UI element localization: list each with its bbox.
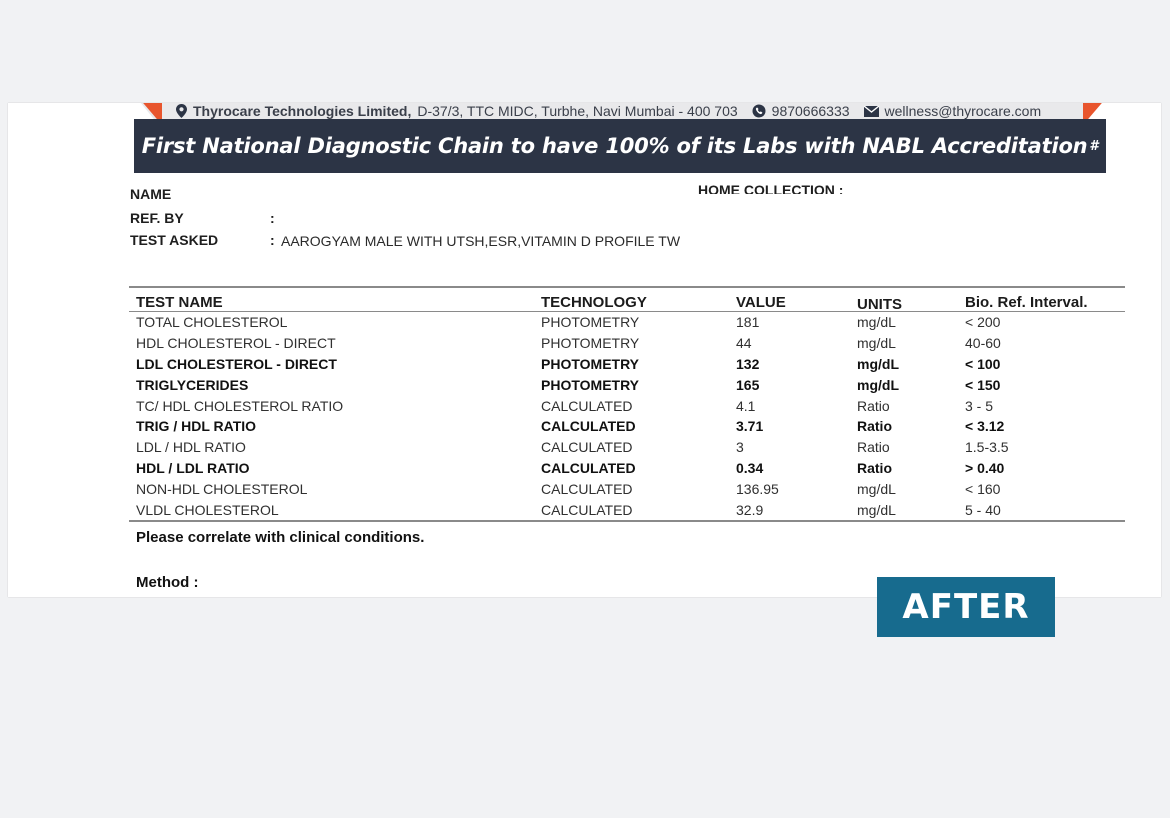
table-row: [129, 354, 1125, 375]
cell-technology: PHOTOMETRY: [541, 314, 640, 331]
address-line: [176, 103, 1086, 120]
cell-ref-interval: < 150: [965, 376, 1001, 393]
table-header: [129, 288, 1125, 312]
clinical-note: Please correlate with clinical conditions.: [136, 529, 425, 546]
table-row: [129, 374, 1125, 395]
lab-report-document: [8, 103, 1161, 597]
cell-units: mg/dL: [857, 335, 896, 352]
cell-test-name: TOTAL CHOLESTEROL: [136, 314, 288, 331]
table-row: [129, 437, 1125, 458]
home-collection-label: HOME COLLECTION :: [698, 182, 844, 194]
table-row: [129, 333, 1125, 354]
location-pin-icon: [176, 104, 187, 118]
after-badge: AFTER: [877, 577, 1055, 637]
cell-units: Ratio: [857, 397, 890, 414]
table-row: [129, 499, 1125, 520]
cell-units: mg/dL: [857, 314, 896, 331]
cell-technology: CALCULATED: [541, 439, 633, 456]
cell-ref-interval: 40-60: [965, 335, 1001, 352]
test-asked-label: TEST ASKED: [130, 232, 219, 248]
test-asked-value: AAROGYAM MALE WITH UTSH,ESR,VITAMIN D PROFILE TW: [281, 233, 681, 249]
cell-test-name: HDL CHOLESTEROL - DIRECT: [136, 335, 336, 352]
cell-value: 181: [736, 314, 760, 331]
whatsapp-phone-icon: [752, 104, 766, 118]
table-body: [129, 312, 1125, 520]
cell-test-name: HDL / LDL RATIO: [136, 459, 250, 476]
cell-ref-interval: < 200: [965, 314, 1001, 331]
cell-units: Ratio: [857, 459, 892, 476]
cell-value: 3: [736, 439, 744, 456]
cell-technology: CALCULATED: [541, 459, 636, 476]
header-ref-interval: Bio. Ref. Interval.: [965, 294, 1088, 311]
cell-value: 165: [736, 376, 760, 393]
cell-test-name: TRIGLYCERIDES: [136, 376, 249, 393]
cell-ref-interval: > 0.40: [965, 459, 1005, 476]
cell-technology: CALCULATED: [541, 397, 633, 414]
cell-test-name: LDL / HDL RATIO: [136, 439, 246, 456]
ref-by-colon: :: [270, 210, 275, 226]
lipid-profile-table: [129, 286, 1125, 522]
company-phone: 9870666333: [771, 103, 850, 119]
cell-value: 136.95: [736, 480, 779, 497]
banner-text: First National Diagnostic Chain to have 100% of its Labs with NABL Accreditation: [141, 134, 1088, 158]
method-label: Method :: [136, 574, 199, 591]
cell-units: mg/dL: [857, 501, 896, 518]
cell-ref-interval: < 160: [965, 480, 1001, 497]
cell-units: mg/dL: [857, 480, 896, 497]
cell-value: 132: [736, 355, 760, 372]
cell-ref-interval: 3 - 5: [965, 397, 994, 414]
cell-ref-interval: 1.5-3.5: [965, 439, 1009, 456]
nabl-accreditation-banner: [134, 119, 1106, 173]
cell-ref-interval: < 3.12: [965, 418, 1005, 435]
cell-technology: CALCULATED: [541, 501, 633, 518]
cell-technology: CALCULATED: [541, 480, 633, 497]
header-test-name: TEST NAME: [136, 294, 223, 311]
cell-value: 3.71: [736, 418, 764, 435]
cell-technology: CALCULATED: [541, 418, 636, 435]
cell-test-name: TRIG / HDL RATIO: [136, 418, 257, 435]
cell-test-name: VLDL CHOLESTEROL: [136, 501, 279, 518]
cell-units: mg/dL: [857, 376, 899, 393]
table-row: [129, 416, 1125, 437]
ref-by-label: REF. BY: [130, 210, 184, 226]
header-value: VALUE: [736, 294, 786, 311]
company-name: Thyrocare Technologies Limited,: [193, 103, 412, 119]
email-icon: [864, 106, 879, 117]
cell-test-name: LDL CHOLESTEROL - DIRECT: [136, 355, 337, 372]
table-row: [129, 395, 1125, 416]
table-row: [129, 458, 1125, 479]
cell-value: 4.1: [736, 397, 756, 414]
cell-value: 44: [736, 335, 752, 352]
table-row: [129, 478, 1125, 499]
cell-ref-interval: 5 - 40: [965, 501, 1001, 518]
header-units: UNITS: [857, 296, 902, 313]
cell-technology: PHOTOMETRY: [541, 376, 640, 393]
cell-ref-interval: < 100: [965, 355, 1001, 372]
table-row: [129, 312, 1125, 333]
cell-value: 32.9: [736, 501, 764, 518]
cell-units: Ratio: [857, 439, 890, 456]
cell-value: 0.34: [736, 459, 764, 476]
cell-test-name: NON-HDL CHOLESTEROL: [136, 480, 308, 497]
name-label: NAME: [130, 186, 172, 202]
company-address: D-37/3, TTC MIDC, Turbhe, Navi Mumbai - 400 703: [417, 103, 738, 119]
banner-mark: #: [1089, 138, 1099, 154]
cell-technology: PHOTOMETRY: [541, 355, 640, 372]
cell-technology: PHOTOMETRY: [541, 335, 640, 352]
cell-units: mg/dL: [857, 355, 899, 372]
cell-test-name: TC/ HDL CHOLESTEROL RATIO: [136, 397, 344, 414]
test-asked-colon: :: [270, 232, 275, 248]
company-email: wellness@thyrocare.com: [884, 103, 1042, 119]
header-technology: TECHNOLOGY: [541, 294, 647, 311]
cell-units: Ratio: [857, 418, 892, 435]
